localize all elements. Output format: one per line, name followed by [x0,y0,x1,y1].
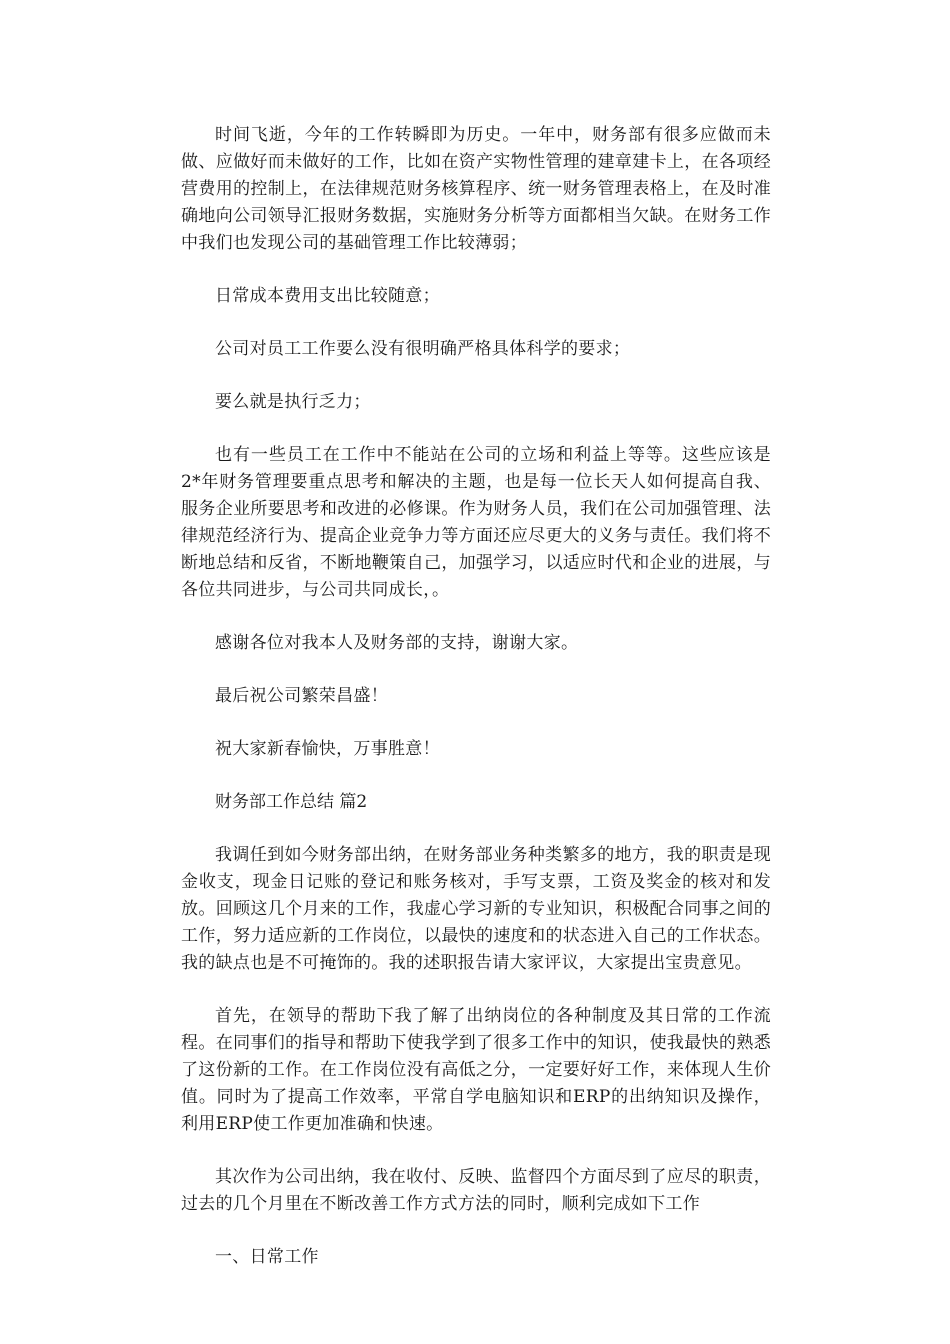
document-body [181,122,771,1297]
section-heading: 财务部工作总结 篇2 [215,792,368,812]
paragraph-employees: 也有一些员工在工作中不能站在公司的立场和利益上等等。这些应该是2*年财务管理要重点思考和解决的主题，也是每一位长天人如何提高自我、服务企业所要思考和改进的必修课。作为财务人员，我们在公司加强管理、法律规范经济行为、提高企业竞争力等方面还应尽更大的义务与责任。我们将不断地总结和反省，不断地鞭策自己，加强学习，以适应时代和企业的进展，与各位共同进步，与公司共同成长，。 [181,445,771,600]
paragraph-wish-company: 最后祝公司繁荣昌盛！ [215,686,388,706]
paragraph-first: 首先，在领导的帮助下我了解了出纳岗位的各种制度及其日常的工作流程。在同事们的指导和帮助下使我学到了很多工作中的知识，使我最快的熟悉了这份新的工作。在工作岗位没有高低之分，一定要好好工作，来体现人生价值。同时为了提高工作效率，平常自学电脑知识和ERP的出纳知识及操作，利用ERP使工作更加准确和快速。 [181,1006,771,1134]
paragraph-requirements: 公司对员工工作要么没有很明确严格具体科学的要求； [215,339,631,359]
paragraph-execution: 要么就是执行乏力； [215,392,371,412]
paragraph-second: 其次作为公司出纳，我在收付、反映、监督四个方面尽到了应尽的职责，过去的几个月里在不断改善工作方式方法的同时，顺利完成如下工作 [181,1167,771,1214]
paragraph-thanks: 感谢各位对我本人及财务部的支持，谢谢大家。 [215,633,579,653]
paragraph-intro: 时间飞逝，今年的工作转瞬即为历史。一年中，财务部有很多应做而未做、应做好而未做好的工作，比如在资产实物性管理的建章建卡上，在各项经营费用的控制上，在法律规范财务核算程序、统一财务管理表格上，在及时准确地向公司领导汇报财务数据，实施财务分析等方面都相当欠缺。在财务工作中我们也发现公司的基础管理工作比较薄弱； [181,125,771,253]
paragraph-cashier-role: 我调任到如今财务部出纳，在财务部业务种类繁多的地方，我的职责是现金收支，现金日记账的登记和账务核对，手写支票，工资及奖金的核对和发放。回顾这几个月来的工作，我虚心学习新的专业知识，积极配合同事之间的工作，努力适应新的工作岗位，以最快的速度和的状态进入自己的工作状态。我的缺点也是不可掩饰的。我的述职报告请大家评议，大家提出宝贵意见。 [181,845,771,973]
paragraph-daily-work: 一、日常工作 [215,1247,319,1267]
paragraph-wish-all: 祝大家新春愉快，万事胜意！ [215,739,440,759]
paragraph-cost: 日常成本费用支出比较随意； [215,286,440,306]
